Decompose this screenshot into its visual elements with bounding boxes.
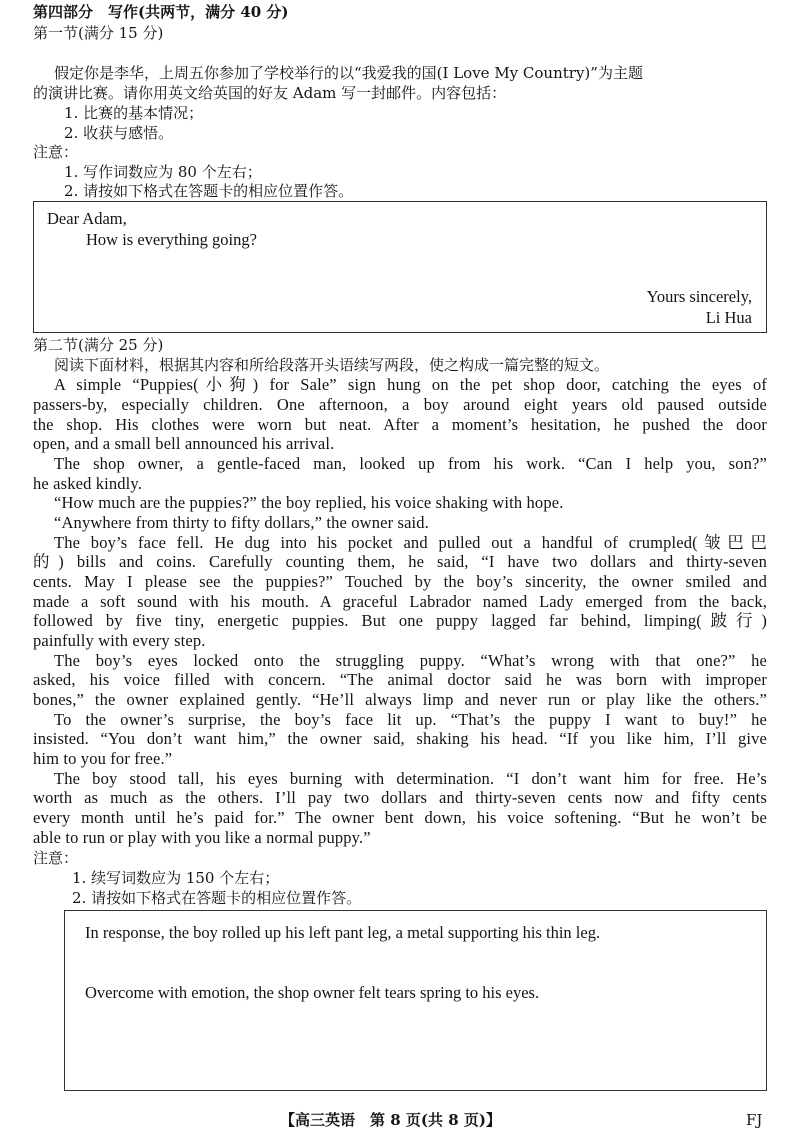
paragraph1-opening: In response, the boy rolled up his left pant leg, a metal supporting his thin leg.	[85, 923, 601, 942]
section1-point2: 2. 收获与感悟。	[64, 124, 174, 142]
section1-note1: 1. 写作词数应为 80 个左右；	[64, 163, 262, 181]
letter-greeting: Dear Adam,	[47, 209, 127, 228]
section2-notes-title: 注意：	[33, 849, 79, 867]
passage-line: able to run or play with you like a normal puppy.”	[33, 828, 371, 847]
passage-line: To the owner’s surprise, the boy’s face lit up. “That’s the puppy I want to buy!” he	[54, 710, 767, 729]
letter-opening: How is everything going?	[86, 230, 257, 249]
passage-line: asked, his voice filled with concern. “The animal doctor said he was born with improper	[33, 670, 767, 689]
continuation-answer-box	[64, 910, 767, 1091]
passage-line: made a soft sound with his mouth. A graceful Labrador named Lady emerged from the back,	[33, 592, 767, 611]
passage-line: open, and a small bell announced his arrival.	[33, 434, 335, 453]
passage-line: The shop owner, a gentle-faced man, looked up from his work. “Can I help you, son?”	[54, 454, 767, 473]
passage-line: every month until he’s paid for.” The owner bent down, his voice softening. “But he won’t be	[33, 808, 767, 827]
passage-line: The boy stood tall, his eyes burning with determination. “I don’t want him for free. He’s	[54, 769, 767, 788]
passage-line: “Anywhere from thirty to fifty dollars,” the owner said.	[54, 513, 429, 532]
letter-answer-box	[33, 201, 767, 333]
section2-note2: 2. 请按如下格式在答题卡的相应位置作答。	[72, 889, 362, 907]
passage-line: worth as much as the others. I’ll pay two dollars and thirty-seven cents now and fifty cents	[33, 788, 767, 807]
passage-line: “How much are the puppies?” the boy replied, his voice shaking with hope.	[54, 493, 564, 512]
section1-note2: 2. 请按如下格式在答题卡的相应位置作答。	[64, 182, 354, 200]
part-header: 第四部分 写作(共两节，满分 40 分)	[33, 3, 289, 21]
passage-line: insisted. “You don’t want him,” the owner said, shaking his head. “If you like him, I’ll give	[33, 729, 767, 748]
section2-title: 第二节(满分 25 分)	[33, 336, 164, 354]
page-footer: 【高三英语 第 8 页(共 8 页)】	[280, 1111, 501, 1129]
section1-notes-title: 注意：	[33, 143, 79, 161]
section2-instruction: 阅读下面材料，根据其内容和所给段落开头语续写两段，使之构成一篇完整的短文。	[54, 356, 610, 374]
passage-line: The boy’s face fell. He dug into his pocket and pulled out a handful of crumpled(皱巴巴	[54, 533, 767, 552]
section1-point1: 1. 比赛的基本情况；	[64, 104, 204, 122]
letter-signature: Li Hua	[705, 308, 752, 327]
passage-line: bones,” the owner explained gently. “He’ll always limp and never run or play like the others.”	[33, 690, 767, 709]
section2-note1: 1. 续写词数应为 150 个左右；	[72, 869, 280, 887]
passage-line: he asked kindly.	[33, 474, 143, 493]
passage-line: A simple “Puppies(小狗) for Sale” sign hung on the pet shop door, catching the eyes of	[54, 375, 767, 394]
passage-line: passers-by, especially children. One afternoon, a boy around eight years old paused outside	[33, 395, 767, 414]
passage-line: the shop. His clothes were worn but neat. After a moment’s hesitation, he pushed the door	[33, 415, 767, 434]
passage-line: painfully with every step.	[33, 631, 206, 650]
paragraph2-opening: Overcome with emotion, the shop owner felt tears spring to his eyes.	[85, 983, 540, 1002]
passage-line: The boy’s eyes locked onto the struggling puppy. “What’s wrong with that one?” he	[54, 651, 767, 670]
section1-prompt-line2: 的演讲比赛。请你用英文给英国的好友 Adam 写一封邮件。内容包括：	[33, 84, 507, 102]
passage-line: 的) bills and coins. Carefully counting them, he said, “I have two dollars and thirty-seven	[33, 552, 767, 571]
passage-line: followed by five tiny, energetic puppies. But one puppy lagged far behind, limping(跛行)	[33, 611, 767, 630]
passage-line: cents. May I please see the puppies?” Touched by the boy’s sincerity, the owner smiled and	[33, 572, 767, 591]
letter-closing: Yours sincerely,	[646, 287, 752, 306]
section1-title: 第一节(满分 15 分)	[33, 24, 164, 42]
section1-prompt-line1: 假定你是李华，上周五你参加了学校举行的以“我爱我的国(I Love My Country)”为主题	[54, 64, 643, 82]
footer-code: FJ	[746, 1111, 763, 1129]
passage-line: him to you for free.”	[33, 749, 173, 768]
